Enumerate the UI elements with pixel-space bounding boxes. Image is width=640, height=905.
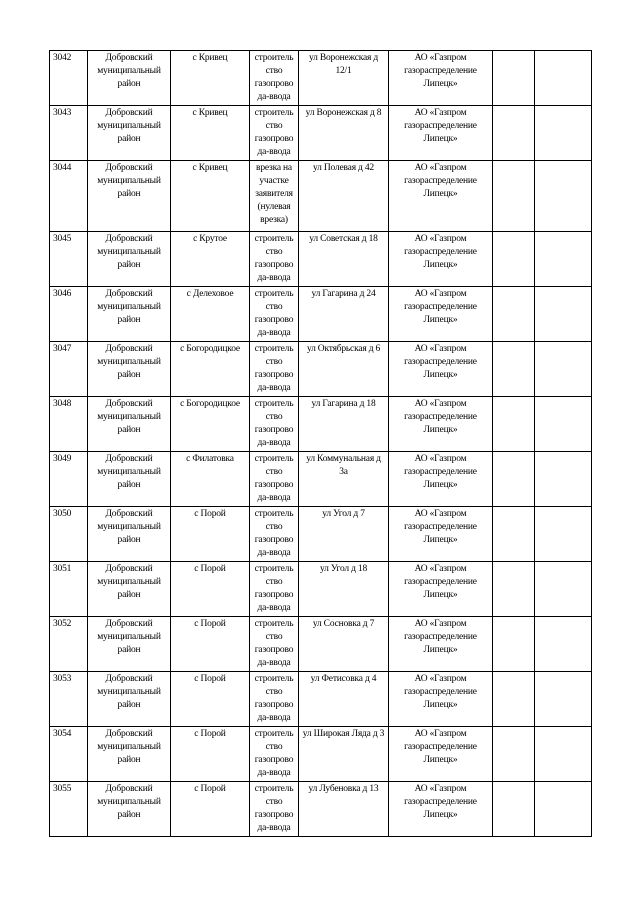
table-row bbox=[50, 342, 592, 397]
empty-cell bbox=[493, 672, 535, 727]
settlement-cell: с Кривец bbox=[171, 106, 250, 161]
table-row bbox=[50, 106, 592, 161]
row-number-cell: 3047 bbox=[50, 342, 88, 397]
address-cell: ул Фетисовка д 4 bbox=[299, 672, 389, 727]
district-cell: Добровский муниципальный район bbox=[88, 782, 171, 837]
district-cell: Добровский муниципальный район bbox=[88, 397, 171, 452]
empty-cell bbox=[535, 782, 592, 837]
work-type-cell: строитель ство газопрово да-ввода bbox=[250, 672, 299, 727]
empty-cell bbox=[493, 727, 535, 782]
organization-cell: АО «Газпром газораспределение Липецк» bbox=[389, 672, 493, 727]
row-number-cell: 3052 bbox=[50, 617, 88, 672]
empty-cell bbox=[535, 51, 592, 106]
address-cell: ул Угол д 18 bbox=[299, 562, 389, 617]
table-body bbox=[50, 51, 592, 837]
address-cell: ул Угол д 7 bbox=[299, 507, 389, 562]
organization-cell: АО «Газпром газораспределение Липецк» bbox=[389, 51, 493, 106]
table-row bbox=[50, 507, 592, 562]
empty-cell bbox=[535, 287, 592, 342]
empty-cell bbox=[493, 452, 535, 507]
empty-cell bbox=[493, 617, 535, 672]
organization-cell: АО «Газпром газораспределение Липецк» bbox=[389, 727, 493, 782]
row-number-cell: 3049 bbox=[50, 452, 88, 507]
organization-cell: АО «Газпром газораспределение Липецк» bbox=[389, 232, 493, 287]
empty-cell bbox=[535, 562, 592, 617]
address-cell: ул Сосновка д 7 bbox=[299, 617, 389, 672]
organization-cell: АО «Газпром газораспределение Липецк» bbox=[389, 161, 493, 232]
row-number-cell: 3055 bbox=[50, 782, 88, 837]
table-row bbox=[50, 562, 592, 617]
table-row bbox=[50, 672, 592, 727]
row-number-cell: 3054 bbox=[50, 727, 88, 782]
settlement-cell: с Крутое bbox=[171, 232, 250, 287]
district-cell: Добровский муниципальный район bbox=[88, 287, 171, 342]
work-type-cell: строитель ство газопрово да-ввода bbox=[250, 507, 299, 562]
work-type-cell: врезка на участке заявителя (нулевая врезка) bbox=[250, 161, 299, 232]
organization-cell: АО «Газпром газораспределение Липецк» bbox=[389, 287, 493, 342]
empty-cell bbox=[535, 161, 592, 232]
address-cell: ул Воронежская д 12/1 bbox=[299, 51, 389, 106]
gas-connection-table bbox=[49, 50, 592, 837]
work-type-cell: строитель ство газопрово да-ввода bbox=[250, 782, 299, 837]
address-cell: ул Лубеновка д 13 bbox=[299, 782, 389, 837]
table-row bbox=[50, 452, 592, 507]
address-cell: ул Коммунальная д 3а bbox=[299, 452, 389, 507]
address-cell: ул Октябрьская д 6 bbox=[299, 342, 389, 397]
address-cell: ул Гагарина д 18 bbox=[299, 397, 389, 452]
address-cell: ул Широкая Ляда д 3 bbox=[299, 727, 389, 782]
work-type-cell: строитель ство газопрово да-ввода bbox=[250, 617, 299, 672]
row-number-cell: 3053 bbox=[50, 672, 88, 727]
settlement-cell: с Кривец bbox=[171, 51, 250, 106]
district-cell: Добровский муниципальный район bbox=[88, 51, 171, 106]
settlement-cell: с Кривец bbox=[171, 161, 250, 232]
settlement-cell: с Богородицкое bbox=[171, 397, 250, 452]
row-number-cell: 3050 bbox=[50, 507, 88, 562]
settlement-cell: с Порой bbox=[171, 507, 250, 562]
work-type-cell: строитель ство газопрово да-ввода bbox=[250, 51, 299, 106]
organization-cell: АО «Газпром газораспределение Липецк» bbox=[389, 342, 493, 397]
district-cell: Добровский муниципальный район bbox=[88, 106, 171, 161]
work-type-cell: строитель ство газопрово да-ввода bbox=[250, 232, 299, 287]
empty-cell bbox=[493, 342, 535, 397]
district-cell: Добровский муниципальный район bbox=[88, 727, 171, 782]
work-type-cell: строитель ство газопрово да-ввода bbox=[250, 562, 299, 617]
organization-cell: АО «Газпром газораспределение Липецк» bbox=[389, 507, 493, 562]
empty-cell bbox=[535, 672, 592, 727]
settlement-cell: с Порой bbox=[171, 562, 250, 617]
empty-cell bbox=[493, 106, 535, 161]
empty-cell bbox=[493, 397, 535, 452]
table-row bbox=[50, 397, 592, 452]
empty-cell bbox=[493, 562, 535, 617]
empty-cell bbox=[535, 106, 592, 161]
empty-cell bbox=[535, 452, 592, 507]
district-cell: Добровский муниципальный район bbox=[88, 672, 171, 727]
settlement-cell: с Порой bbox=[171, 727, 250, 782]
organization-cell: АО «Газпром газораспределение Липецк» bbox=[389, 452, 493, 507]
row-number-cell: 3043 bbox=[50, 106, 88, 161]
district-cell: Добровский муниципальный район bbox=[88, 161, 171, 232]
row-number-cell: 3048 bbox=[50, 397, 88, 452]
empty-cell bbox=[535, 232, 592, 287]
district-cell: Добровский муниципальный район bbox=[88, 617, 171, 672]
work-type-cell: строитель ство газопрово да-ввода bbox=[250, 106, 299, 161]
district-cell: Добровский муниципальный район bbox=[88, 232, 171, 287]
organization-cell: АО «Газпром газораспределение Липецк» bbox=[389, 782, 493, 837]
district-cell: Добровский муниципальный район bbox=[88, 342, 171, 397]
table-row bbox=[50, 161, 592, 232]
organization-cell: АО «Газпром газораспределение Липецк» bbox=[389, 562, 493, 617]
settlement-cell: с Богородицкое bbox=[171, 342, 250, 397]
district-cell: Добровский муниципальный район bbox=[88, 507, 171, 562]
address-cell: ул Советская д 18 bbox=[299, 232, 389, 287]
address-cell: ул Гагарина д 24 bbox=[299, 287, 389, 342]
empty-cell bbox=[493, 782, 535, 837]
address-cell: ул Полевая д 42 bbox=[299, 161, 389, 232]
address-cell: ул Воронежская д 8 bbox=[299, 106, 389, 161]
table-row bbox=[50, 782, 592, 837]
row-number-cell: 3046 bbox=[50, 287, 88, 342]
work-type-cell: строитель ство газопрово да-ввода bbox=[250, 452, 299, 507]
empty-cell bbox=[493, 51, 535, 106]
empty-cell bbox=[535, 727, 592, 782]
table-row bbox=[50, 232, 592, 287]
table-row bbox=[50, 727, 592, 782]
row-number-cell: 3051 bbox=[50, 562, 88, 617]
settlement-cell: с Порой bbox=[171, 782, 250, 837]
settlement-cell: с Филатовка bbox=[171, 452, 250, 507]
organization-cell: АО «Газпром газораспределение Липецк» bbox=[389, 617, 493, 672]
empty-cell bbox=[493, 161, 535, 232]
empty-cell bbox=[535, 617, 592, 672]
row-number-cell: 3042 bbox=[50, 51, 88, 106]
district-cell: Добровский муниципальный район bbox=[88, 452, 171, 507]
work-type-cell: строитель ство газопрово да-ввода bbox=[250, 342, 299, 397]
empty-cell bbox=[535, 507, 592, 562]
settlement-cell: с Делеховое bbox=[171, 287, 250, 342]
district-cell: Добровский муниципальный район bbox=[88, 562, 171, 617]
work-type-cell: строитель ство газопрово да-ввода bbox=[250, 287, 299, 342]
organization-cell: АО «Газпром газораспределение Липецк» bbox=[389, 397, 493, 452]
settlement-cell: с Порой bbox=[171, 672, 250, 727]
empty-cell bbox=[493, 287, 535, 342]
empty-cell bbox=[493, 232, 535, 287]
empty-cell bbox=[535, 397, 592, 452]
table-row bbox=[50, 287, 592, 342]
settlement-cell: с Порой bbox=[171, 617, 250, 672]
row-number-cell: 3044 bbox=[50, 161, 88, 232]
table-row bbox=[50, 617, 592, 672]
empty-cell bbox=[535, 342, 592, 397]
row-number-cell: 3045 bbox=[50, 232, 88, 287]
work-type-cell: строитель ство газопрово да-ввода bbox=[250, 727, 299, 782]
table-row bbox=[50, 51, 592, 106]
work-type-cell: строитель ство газопрово да-ввода bbox=[250, 397, 299, 452]
organization-cell: АО «Газпром газораспределение Липецк» bbox=[389, 106, 493, 161]
empty-cell bbox=[493, 507, 535, 562]
